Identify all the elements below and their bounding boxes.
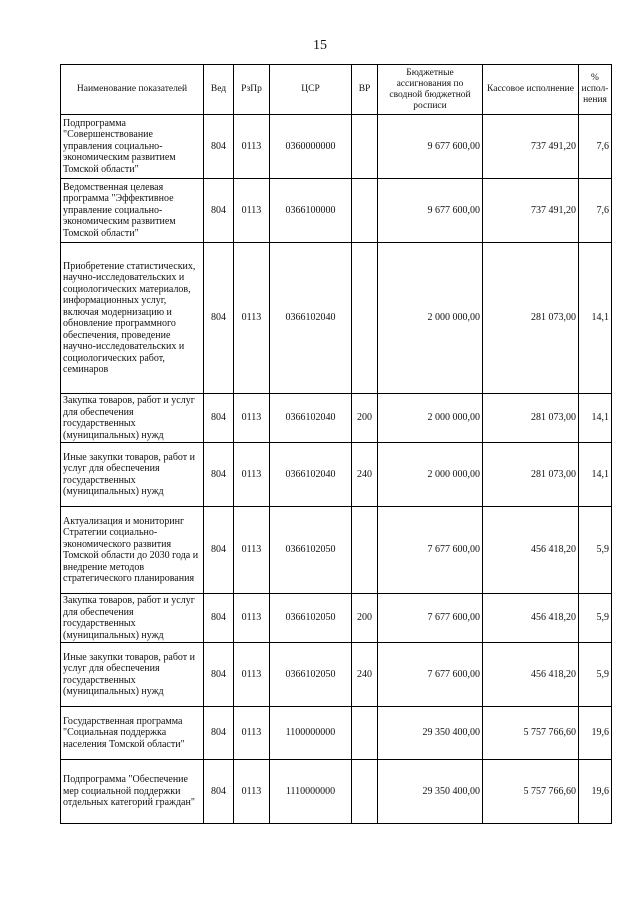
row-rzpr: 0113 <box>234 760 270 824</box>
row-name: Ведомственная целевая программа "Эффективное управление социально-экономическим развитием Томской области" <box>61 179 204 243</box>
row-rzpr: 0113 <box>234 507 270 594</box>
row-rzpr: 0113 <box>234 394 270 443</box>
row-ved: 804 <box>204 115 234 179</box>
row-ved: 804 <box>204 594 234 643</box>
row-name: Подпрограмма "Совершенствование управления социально-экономическим развитием Томской области" <box>61 115 204 179</box>
row-cash: 456 418,20 <box>483 594 579 643</box>
row-cash: 737 491,20 <box>483 179 579 243</box>
row-budget: 9 677 600,00 <box>378 179 483 243</box>
table-row <box>61 760 612 824</box>
row-csr: 0360000000 <box>270 115 352 179</box>
table-row <box>61 115 612 179</box>
row-ved: 804 <box>204 443 234 507</box>
row-vr <box>352 115 378 179</box>
row-budget: 9 677 600,00 <box>378 115 483 179</box>
row-budget: 2 000 000,00 <box>378 394 483 443</box>
row-ved: 804 <box>204 707 234 760</box>
row-vr <box>352 179 378 243</box>
header-ved: Вед <box>204 65 234 115</box>
row-csr: 0366102050 <box>270 594 352 643</box>
row-cash: 737 491,20 <box>483 115 579 179</box>
row-vr <box>352 707 378 760</box>
header-rzpr: РзПр <box>234 65 270 115</box>
table-row <box>61 179 612 243</box>
row-name: Приобретение статистических, научно-исследовательских и социологических материалов, информационных услуг, включая модернизацию и обновление программного обеспечения, проведение научно-исследовательских и социологических работ, семинаров <box>61 243 204 394</box>
row-csr: 0366100000 <box>270 179 352 243</box>
header-cash: Кассовое исполнение <box>483 65 579 115</box>
row-name: Иные закупки товаров, работ и услуг для обеспечения государственных (муниципальных) нужд <box>61 443 204 507</box>
table-row <box>61 507 612 594</box>
page-number: 15 <box>313 38 327 53</box>
row-budget: 2 000 000,00 <box>378 243 483 394</box>
row-vr: 240 <box>352 443 378 507</box>
header-name: Наименование показателей <box>61 65 204 115</box>
row-percent: 7,6 <box>579 179 612 243</box>
row-vr: 200 <box>352 594 378 643</box>
table-row <box>61 243 612 394</box>
row-cash: 5 757 766,60 <box>483 760 579 824</box>
row-vr: 200 <box>352 394 378 443</box>
row-ved: 804 <box>204 643 234 707</box>
table-row <box>61 594 612 643</box>
row-percent: 14,1 <box>579 394 612 443</box>
row-rzpr: 0113 <box>234 243 270 394</box>
row-csr: 0366102050 <box>270 643 352 707</box>
header-csr: ЦСР <box>270 65 352 115</box>
row-rzpr: 0113 <box>234 179 270 243</box>
row-percent: 5,9 <box>579 507 612 594</box>
row-csr: 0366102040 <box>270 443 352 507</box>
row-budget: 7 677 600,00 <box>378 594 483 643</box>
header-budget: Бюджетные ассигнования по сводной бюджетной росписи <box>378 65 483 115</box>
row-ved: 804 <box>204 394 234 443</box>
row-csr: 0366102050 <box>270 507 352 594</box>
row-csr: 1110000000 <box>270 760 352 824</box>
header-percent: % испол-нения <box>579 65 612 115</box>
row-cash: 281 073,00 <box>483 243 579 394</box>
row-budget: 2 000 000,00 <box>378 443 483 507</box>
row-name: Актуализация и мониторинг Стратегии социально-экономического развития Томской области до 2030 года и внедрение методов стратегического планирования <box>61 507 204 594</box>
row-name: Государственная программа "Социальная поддержка населения Томской области" <box>61 707 204 760</box>
row-rzpr: 0113 <box>234 707 270 760</box>
table-row <box>61 394 612 443</box>
budget-table <box>60 64 612 824</box>
row-vr <box>352 243 378 394</box>
row-vr: 240 <box>352 643 378 707</box>
row-rzpr: 0113 <box>234 115 270 179</box>
row-ved: 804 <box>204 243 234 394</box>
row-percent: 14,1 <box>579 443 612 507</box>
row-name: Подпрограмма "Обеспечение мер социальной поддержки отдельных категорий граждан" <box>61 760 204 824</box>
table-row <box>61 643 612 707</box>
row-ved: 804 <box>204 760 234 824</box>
row-percent: 14,1 <box>579 243 612 394</box>
row-ved: 804 <box>204 179 234 243</box>
row-csr: 0366102040 <box>270 394 352 443</box>
table-row <box>61 707 612 760</box>
table-row <box>61 443 612 507</box>
row-cash: 281 073,00 <box>483 394 579 443</box>
row-percent: 7,6 <box>579 115 612 179</box>
row-percent: 5,9 <box>579 643 612 707</box>
row-name: Закупка товаров, работ и услуг для обеспечения государственных (муниципальных) нужд <box>61 394 204 443</box>
header-row <box>61 65 612 115</box>
row-vr <box>352 760 378 824</box>
row-vr <box>352 507 378 594</box>
row-name: Закупка товаров, работ и услуг для обеспечения государственных (муниципальных) нужд <box>61 594 204 643</box>
header-vr: ВР <box>352 65 378 115</box>
row-cash: 456 418,20 <box>483 507 579 594</box>
row-ved: 804 <box>204 507 234 594</box>
row-cash: 5 757 766,60 <box>483 707 579 760</box>
row-name: Иные закупки товаров, работ и услуг для обеспечения государственных (муниципальных) нужд <box>61 643 204 707</box>
row-budget: 7 677 600,00 <box>378 507 483 594</box>
row-cash: 281 073,00 <box>483 443 579 507</box>
row-rzpr: 0113 <box>234 643 270 707</box>
row-rzpr: 0113 <box>234 443 270 507</box>
row-percent: 5,9 <box>579 594 612 643</box>
row-percent: 19,6 <box>579 707 612 760</box>
row-cash: 456 418,20 <box>483 643 579 707</box>
row-rzpr: 0113 <box>234 594 270 643</box>
row-csr: 0366102040 <box>270 243 352 394</box>
row-budget: 29 350 400,00 <box>378 760 483 824</box>
row-budget: 29 350 400,00 <box>378 707 483 760</box>
row-budget: 7 677 600,00 <box>378 643 483 707</box>
row-percent: 19,6 <box>579 760 612 824</box>
row-csr: 1100000000 <box>270 707 352 760</box>
